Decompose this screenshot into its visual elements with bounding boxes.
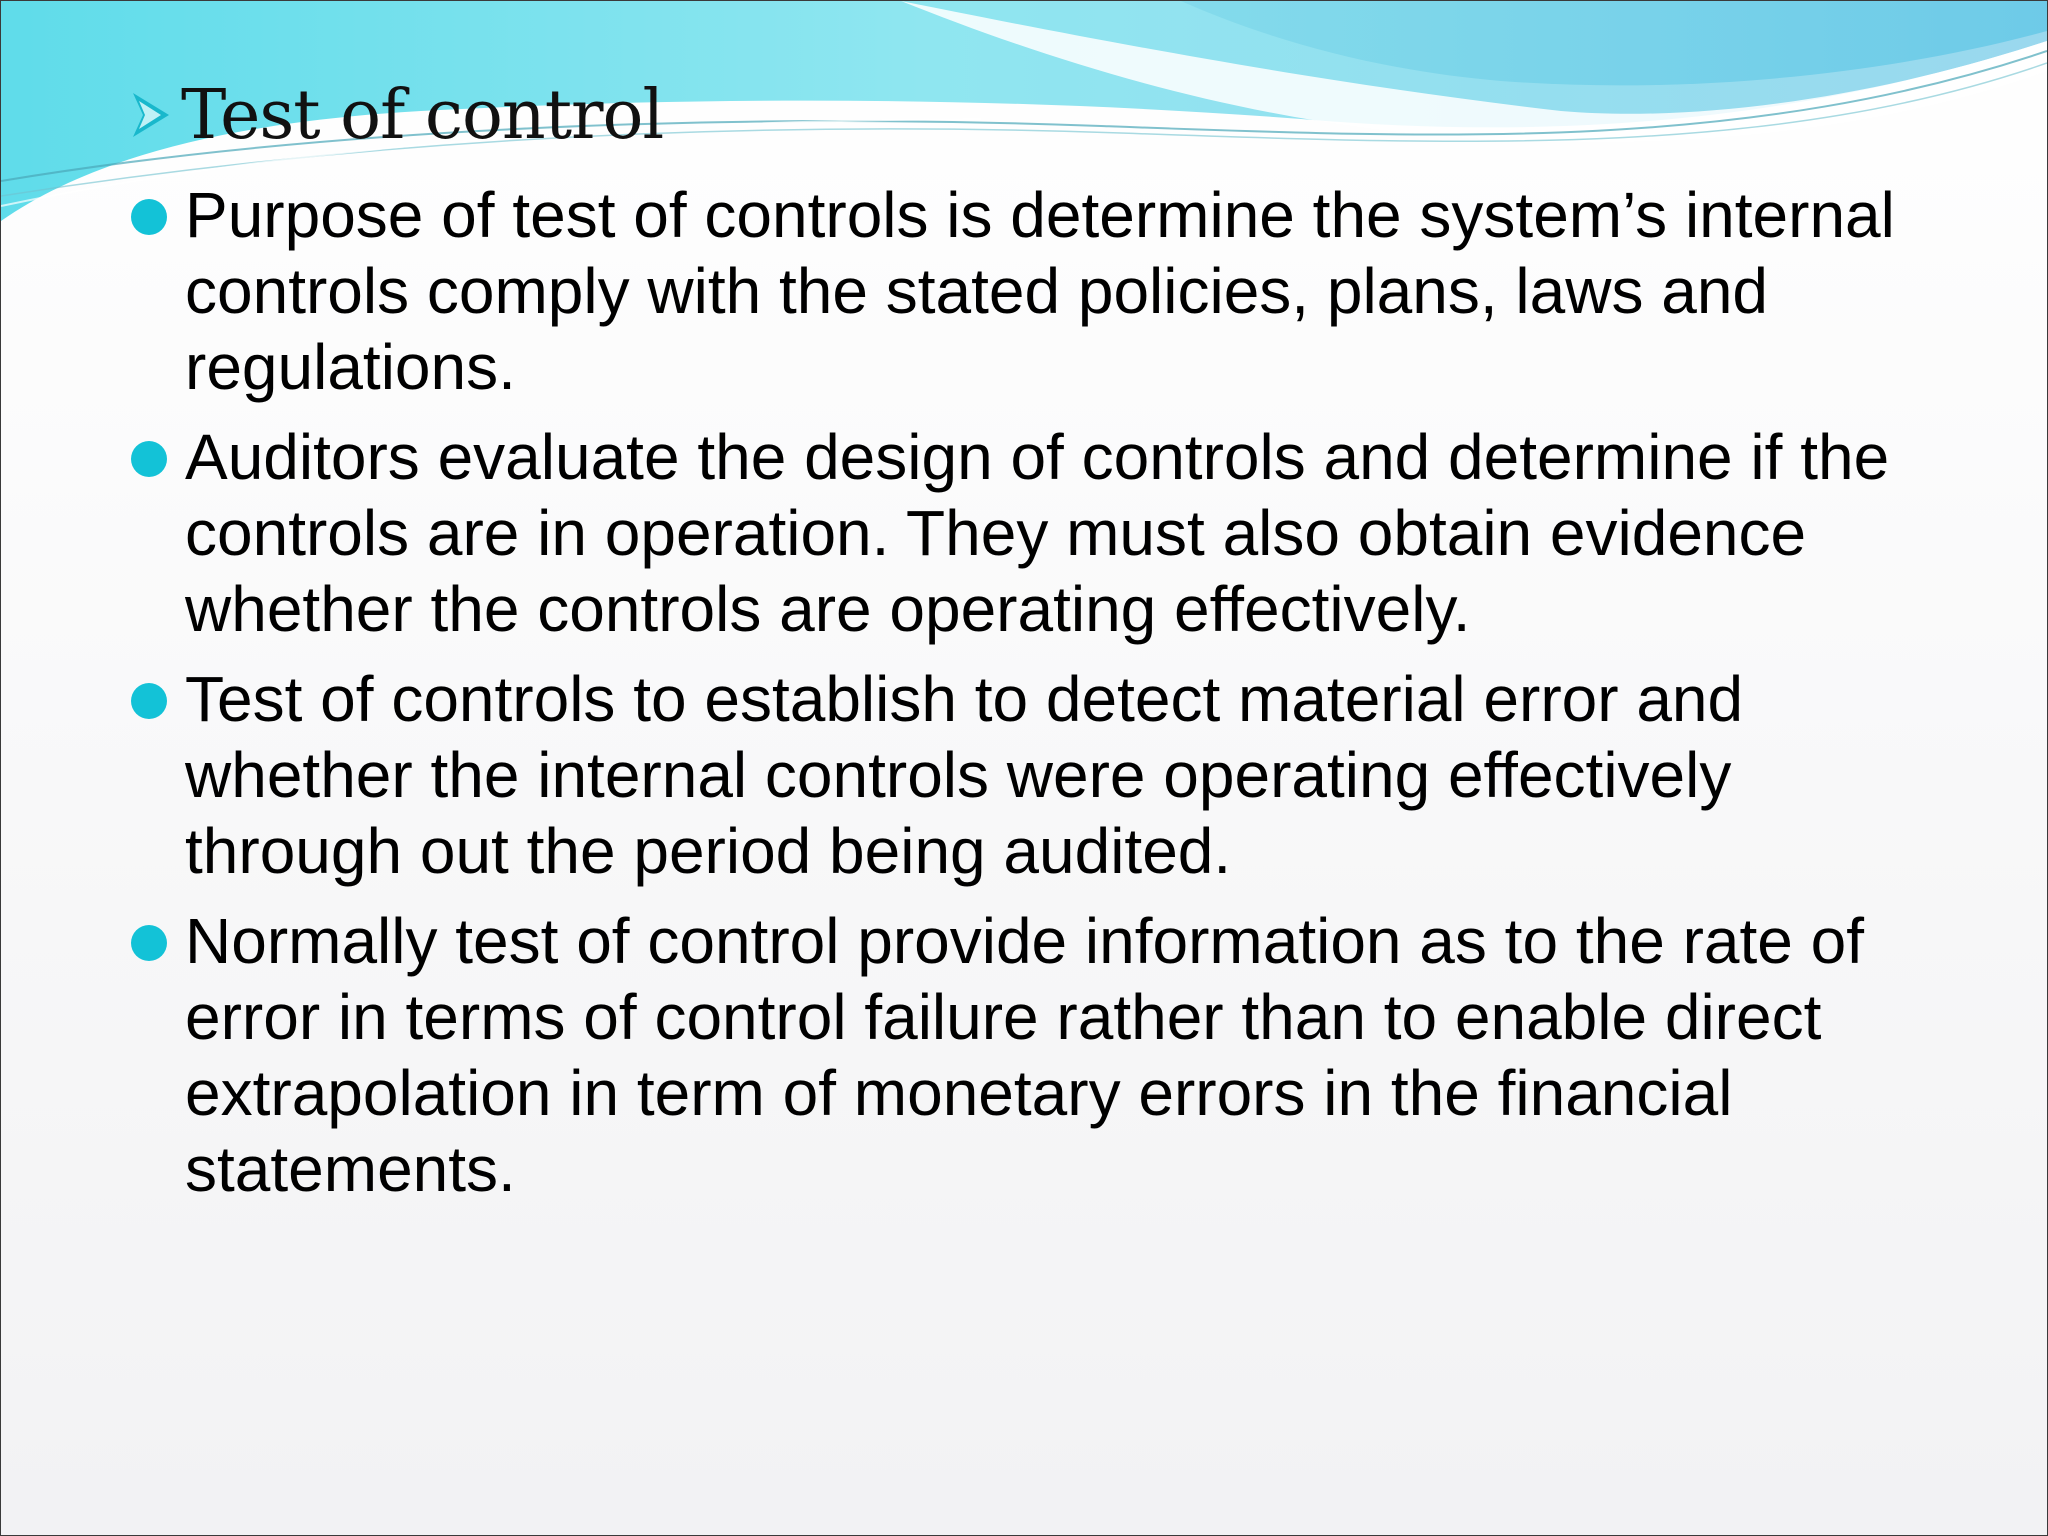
bullet-dot-icon — [131, 441, 167, 477]
bullet-item — [127, 419, 1927, 647]
slide-title: Test of control — [181, 75, 664, 155]
bullet-item — [127, 661, 1927, 889]
arrow-bullet-icon — [129, 87, 173, 143]
bullet-text: Purpose of test of controls is determine the system’s internal controls comply with the stated policies, plans, laws and regulations. — [185, 179, 1895, 403]
bullet-text: Test of controls to establish to detect material error and whether the internal controls were operating effectively through out the period being audited. — [185, 663, 1744, 887]
bullet-item — [127, 903, 1927, 1207]
bullet-dot-icon — [131, 199, 167, 235]
bullet-item — [127, 177, 1927, 405]
bullet-list — [127, 177, 1927, 1221]
bullet-dot-icon — [131, 683, 167, 719]
bullet-text: Auditors evaluate the design of controls and determine if the controls are in operation. They must also obtain evidence whether the controls are operating effectively. — [185, 421, 1890, 645]
slide-title-row — [129, 67, 663, 163]
bullet-dot-icon — [131, 925, 167, 961]
bullet-text: Normally test of control provide information as to the rate of error in terms of control failure rather than to enable direct extrapolation in term of monetary errors in the financial statements. — [185, 905, 1864, 1205]
